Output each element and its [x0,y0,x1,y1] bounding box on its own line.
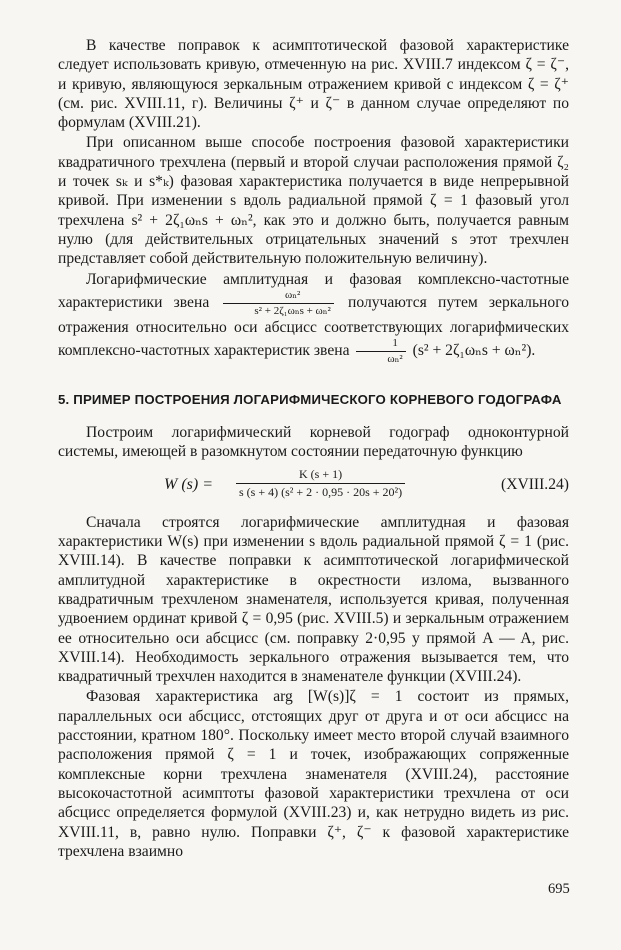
fraction-numerator: 1 [356,337,405,352]
paragraph-construction-method: При описанном выше способе построения фазовой характеристики квадратичного трехчлена (первый и второй случаи расположения прямой ζ₂ и точек sₖ и s*ₖ) фазовая характеристика получается в виде непрерывной кривой. При изменении s вдоль радиальной прямой ζ = 1 фазовый угол трехчлена s² + 2ζ₁ωₙs + ωₙ², как это и должно быть, получается равным нулю (для действительных отрицательных значений s этот трехчлен представляет собой действительную положительную величину). [58,134,569,268]
paragraph-intro-example: Построим логарифмический корневой годограф одноконтурной системы, имеющей в разомкнутом состоянии передаточную функцию [58,424,569,461]
text-segment: (s² + 2ζ₁ωₙs + ωₙ²). [412,342,536,360]
formula-lhs: W (s) = [164,475,214,493]
transfer-function-formula [58,465,569,505]
section-heading: 5. ПРИМЕР ПОСТРОЕНИЯ ЛОГАРИФМИЧЕСКОГО КОРНЕВОГО ГОДОГРАФА [58,392,562,408]
inline-fraction [356,337,405,366]
fraction-denominator: ωₙ² [387,353,403,366]
page-number: 695 [548,881,570,897]
paragraph-corrections: В качестве поправок к асимптотической фазовой характеристике следует использовать кривую, отмеченную на рис. XVIII.7 индексом ζ = ζ⁻, и кривую, являющуюся зеркальным отражением кривой с индексом ζ = ζ⁺ (см. рис. XVIII.11, г). Величины ζ⁺ и ζ⁻ в данном случае определяют по формулам (XVIII.21). [58,37,569,132]
formula-numerator: K (s + 1) [236,467,405,484]
paragraph-phase-characteristic: Фазовая характеристика arg [W(s)]ζ = 1 состоит из прямых, параллельных оси абсцисс, отстоящих друг от друга и от оси абсцисс на расстоянии, кратном 180°. Поскольку имеет место второй случай взаимного расположения прямой ζ = 1 и точек, изображающих сопряженные комплексные корни трехчлена знаменателя (XVIII.24), расстояние высокочастотной асимптоты фазовой характеристики трехчлена от оси абсцисс определяется формулой (XVIII.23) и, как нетрудно видеть из рис. XVIII.11, в, равно нулю. Поправки ζ⁺, ζ⁻ к фазовой характеристике трехчлена взаимно [58,688,569,860]
text-segment: получаются путем зеркального отражения относительно оси абсцисс соответствующих логарифмических комплексно-частотных характеристик звена [58,293,569,360]
paragraph-amplitude-phase: Сначала строятся логарифмические амплитудная и фазовая характеристики W(s) при изменении s вдоль радиальной прямой ζ = 1 (рис. XVIII.14). В качестве поправки к асимптотической логарифмической амплитудной характеристике в окрестности излома, вызванного квадратичным трехчленом знаменателя, используется кривая, полученная удвоением ординат кривой ζ = 0,95 (рис. XVIII.5) и зеркальным отражением ее относительно оси абсцисс (см. поправку 2·0,95 у прямой A — A, рис. XVIII.14). Необходимость зеркального отражения вызывается тем, что квадратичный трехчлен находится в знаменателе функции (XVIII.24). [58,513,569,686]
formula-denominator: s (s + 4) (s² + 2 · 0,95 · 20s + 20²) [239,484,403,499]
fraction-denominator: s² + 2ζ₁ωₙs + ωₙ² [254,304,331,317]
paragraph-log-characteristics [58,270,569,367]
text-segment: Логарифмические амплитудная и фазовая комплексно-частотные характеристики звена [58,270,569,311]
formula-fraction [236,467,405,500]
inline-fraction [223,289,333,318]
equation-number: (XVIII.24) [501,475,569,493]
fraction-numerator: ωₙ² [223,289,333,304]
